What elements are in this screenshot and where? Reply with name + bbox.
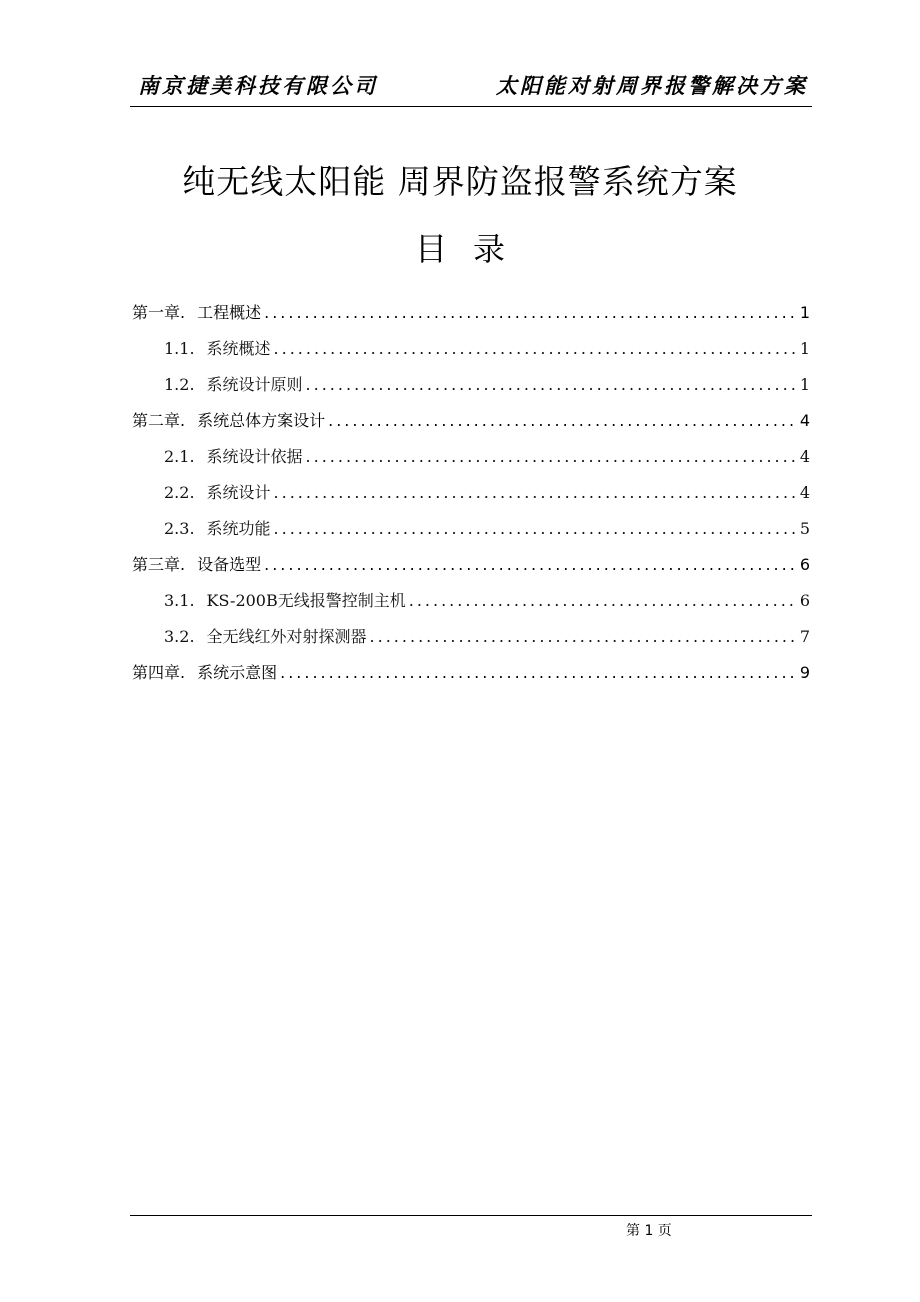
toc-dot-leader [274,336,797,362]
toc-entry-number: 第三章. [132,555,186,574]
toc-dot-leader [409,588,797,614]
toc-entry-number: 第四章. [132,663,186,682]
toc-dot-leader [264,552,797,578]
toc-entry-section-2-1[interactable] [132,444,810,480]
toc-entry-number: 3.2. [164,627,195,646]
toc-entry-section-1-2[interactable] [132,372,810,408]
toc-dot-leader [274,480,797,506]
toc-entry-page: 6 [799,555,810,574]
toc-entry-page: 1 [799,375,810,394]
toc-entry-page: 4 [799,411,810,430]
footer-page-number: 第 1 页 [626,1223,672,1239]
toc-entry-page: 1 [799,303,810,322]
toc-entry-number: 2.3. [164,519,195,538]
toc-entry-chapter-2[interactable] [132,408,810,444]
toc-entry-chapter-1[interactable] [132,300,810,336]
toc-heading: 目录 [414,230,531,268]
toc-entry-label: 系统设计 [206,483,271,502]
toc-entry-page: 6 [799,591,810,610]
toc-entry-section-2-3[interactable] [132,516,810,552]
toc-entry-page: 1 [799,339,810,358]
toc-dot-leader [370,624,797,650]
toc-dot-leader [306,444,797,470]
toc-entry-section-1-1[interactable] [132,336,810,372]
toc-entry-number: 1.1. [164,339,195,358]
document-title: 纯无线太阳能 周界防盗报警系统方案 [182,162,738,201]
toc-entry-section-3-1[interactable] [132,588,810,624]
toc-entry-chapter-3[interactable] [132,552,810,588]
toc-entry-page: 9 [799,663,810,682]
toc-dot-leader [264,300,797,326]
toc-entry-label: 系统示意图 [197,663,278,682]
toc-entry-number: 2.1. [164,447,195,466]
header-subject: 太阳能对射周界报警解决方案 [496,73,808,98]
toc-entry-number: 第一章. [132,303,186,322]
toc-entry-page: 4 [799,447,810,466]
toc-entry-label: 全无线红外对射探测器 [206,627,367,646]
toc-entry-chapter-4[interactable] [132,660,810,696]
toc-entry-page: 4 [799,483,810,502]
toc-entry-number: 2.2. [164,483,195,502]
toc-entry-number: 3.1. [164,591,195,610]
toc-dot-leader [306,372,797,398]
toc-entry-label: 工程概述 [197,303,262,322]
toc-entry-label: 设备选型 [197,555,262,574]
toc-dot-leader [274,516,797,542]
header-company: 南京捷美科技有限公司 [138,73,378,98]
toc-entry-label: 系统设计依据 [206,447,303,466]
table-of-contents [132,300,810,696]
toc-entry-page: 5 [799,519,810,538]
toc-entry-section-3-2[interactable] [132,624,810,660]
toc-entry-label: KS-200B无线报警控制主机 [206,591,406,610]
toc-entry-label: 系统概述 [206,339,271,358]
toc-entry-section-2-2[interactable] [132,480,810,516]
toc-entry-label: 系统功能 [206,519,271,538]
page-header [130,70,812,107]
toc-entry-number: 第二章. [132,411,186,430]
toc-entry-label: 系统总体方案设计 [197,411,326,430]
toc-entry-label: 系统设计原则 [206,375,303,394]
toc-entry-page: 7 [799,627,810,646]
toc-entry-number: 1.2. [164,375,195,394]
toc-dot-leader [280,660,797,686]
toc-dot-leader [328,408,797,434]
footer-rule [130,1215,812,1216]
